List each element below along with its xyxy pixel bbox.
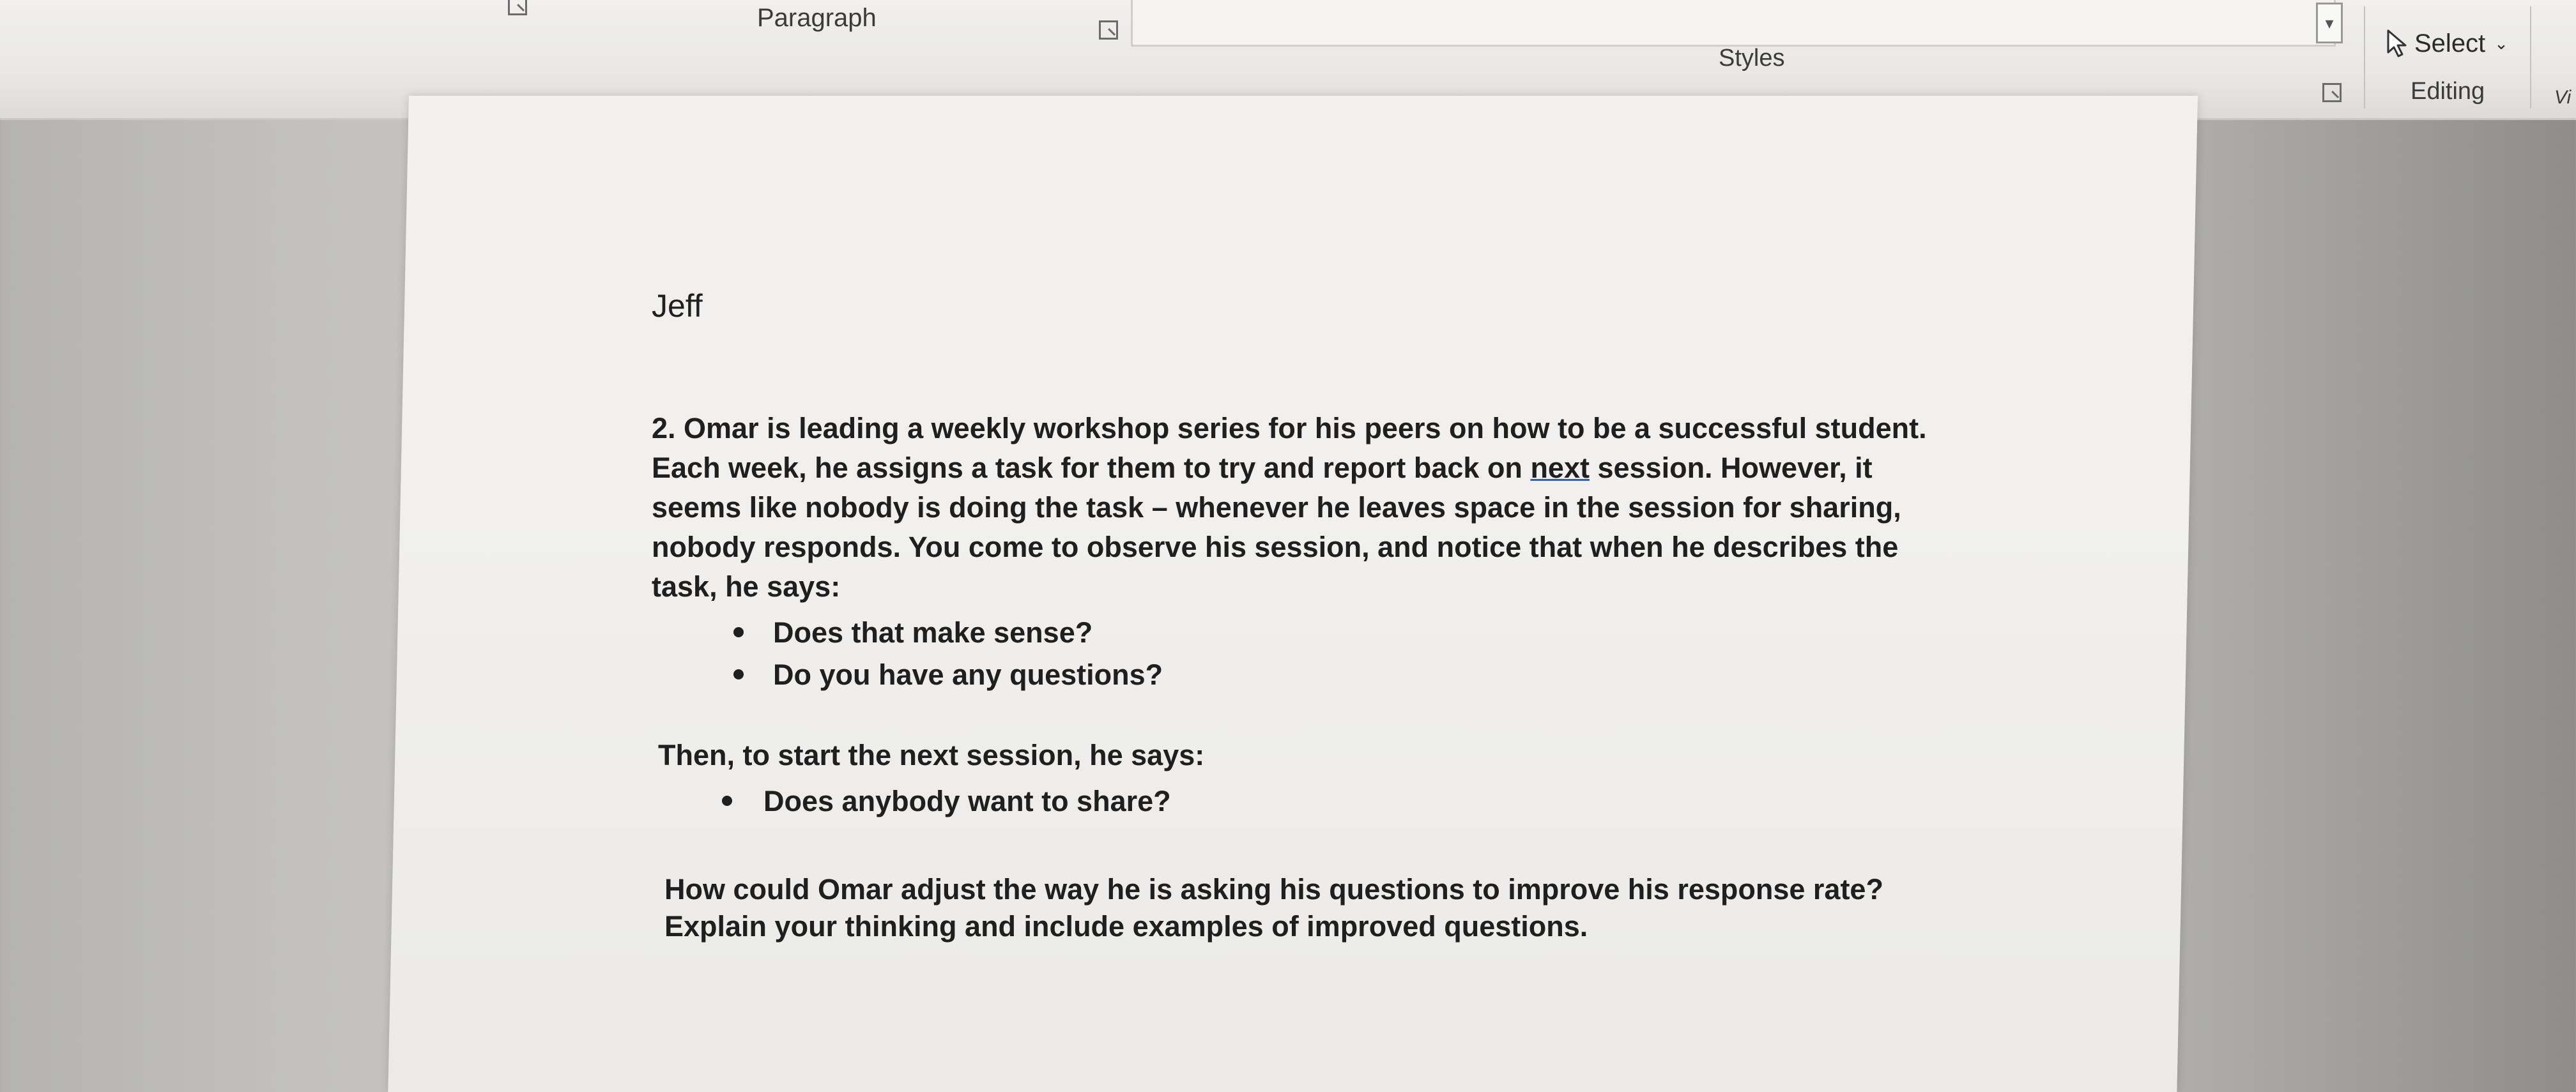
font-dialog-launcher-icon[interactable] xyxy=(508,0,527,15)
styles-group-label: Styles xyxy=(1719,45,1785,72)
then-paragraph: Then, to start the next session, he says: xyxy=(658,739,1205,771)
cursor-arrow-icon xyxy=(2386,29,2408,57)
list-item-text: Does anybody want to share? xyxy=(763,785,1171,817)
select-button[interactable] xyxy=(2386,24,2508,63)
question-line: task, he says: xyxy=(652,570,841,603)
prompt-paragraph xyxy=(664,871,2057,945)
ribbon-separator-2 xyxy=(2530,6,2531,109)
question-line: Each week, he assigns a task for them to try and report back on xyxy=(652,451,1531,484)
question-paragraph xyxy=(652,409,2019,607)
styles-dialog-launcher-icon[interactable] xyxy=(2322,83,2342,102)
question-line: nobody responds. You come to observe his session, and notice that when he describes the xyxy=(652,531,1899,563)
list-item-text: Do you have any questions? xyxy=(773,658,1163,691)
chevron-down-icon: ⌄ xyxy=(2494,33,2508,53)
clipped-ribbon-label: Vi xyxy=(2554,87,2572,108)
styles-gallery[interactable] xyxy=(1131,0,2336,47)
question-line: 2. Omar is leading a weekly workshop series for his peers on how to be a successful student. xyxy=(652,412,1927,444)
paragraph-dialog-launcher-icon[interactable] xyxy=(1099,20,1118,40)
select-label: Select xyxy=(2414,29,2486,57)
underlined-word: next xyxy=(1530,451,1590,484)
bullet-icon xyxy=(733,627,744,637)
bullet-list-2 xyxy=(652,780,2057,823)
prompt-line: How could Omar adjust the way he is asking his questions to improve his response rate? xyxy=(664,873,1883,906)
paragraph-group-label: Paragraph xyxy=(757,4,877,32)
student-name: Jeff xyxy=(652,288,703,324)
ribbon-separator xyxy=(2364,6,2365,109)
prompt-line: Explain your thinking and include examples of improved questions. xyxy=(664,910,1588,943)
bullet-list-1 xyxy=(652,612,2057,696)
bullet-icon xyxy=(733,669,744,679)
list-item xyxy=(652,780,2057,823)
list-item xyxy=(652,612,2057,654)
editing-group-label: Editing xyxy=(2411,78,2485,105)
question-line: seems like nobody is doing the task – whenever he leaves space in the session for sharing, xyxy=(652,491,1901,524)
list-item xyxy=(652,654,2057,696)
document-body[interactable] xyxy=(652,287,2057,945)
styles-more-icon[interactable]: ▾ xyxy=(2316,3,2343,43)
question-line: session. However, it xyxy=(1589,451,1873,484)
bullet-icon xyxy=(722,796,732,806)
list-item-text: Does that make sense? xyxy=(773,616,1093,649)
